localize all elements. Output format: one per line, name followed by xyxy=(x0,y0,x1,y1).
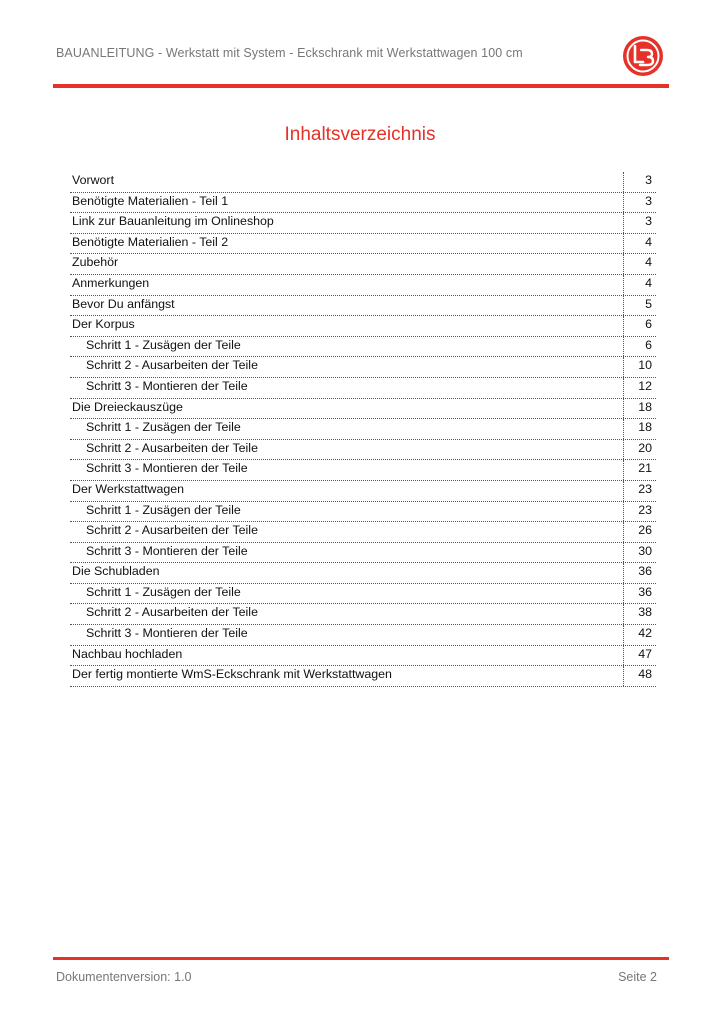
toc-entry-page: 3 xyxy=(645,214,652,229)
toc-entry-separator xyxy=(623,440,624,460)
toc-entry-page: 36 xyxy=(638,584,652,599)
toc-entry-label: Schritt 1 - Zusägen der Teile xyxy=(86,584,241,599)
toc-entry-label: Schritt 1 - Zusägen der Teile xyxy=(86,420,241,435)
toc-entry-page: 10 xyxy=(638,358,652,373)
toc-entry-separator xyxy=(623,316,624,336)
toc-entry-label: Schritt 2 - Ausarbeiten der Teile xyxy=(86,440,258,455)
toc-entry-separator xyxy=(623,584,624,604)
toc-entry-page: 4 xyxy=(645,275,652,290)
toc-entry-label: Benötigte Materialien - Teil 1 xyxy=(72,193,229,208)
toc-entry[interactable] xyxy=(70,254,656,275)
toc-entry-separator xyxy=(623,625,624,645)
toc-entry-separator xyxy=(623,563,624,583)
toc-entry-label: Der fertig montierte WmS-Eckschrank mit Werkstattwagen xyxy=(72,667,392,682)
toc-entry-page: 6 xyxy=(645,337,652,352)
toc-entry-separator xyxy=(623,419,624,439)
toc-entry-label: Schritt 2 - Ausarbeiten der Teile xyxy=(86,358,258,373)
toc-entry-label: Link zur Bauanleitung im Onlineshop xyxy=(72,214,274,229)
toc-entry-page: 36 xyxy=(638,564,652,579)
toc-entry-page: 48 xyxy=(638,667,652,682)
toc-entry-separator xyxy=(623,254,624,274)
document-version: Dokumentenversion: 1.0 xyxy=(56,970,192,984)
footer-rule xyxy=(53,957,669,960)
toc-entry-label: Schritt 3 - Montieren der Teile xyxy=(86,461,248,476)
toc-entry-label: Schritt 2 - Ausarbeiten der Teile xyxy=(86,523,258,538)
toc-entry[interactable] xyxy=(70,296,656,317)
toc-entry-page: 18 xyxy=(638,399,652,414)
toc-entry-page: 3 xyxy=(645,193,652,208)
toc-entry[interactable] xyxy=(70,666,656,687)
toc-entry-separator xyxy=(623,357,624,377)
toc-entry-separator xyxy=(623,604,624,624)
toc-entry-label: Die Dreieckauszüge xyxy=(72,399,183,414)
toc-entry-page: 42 xyxy=(638,626,652,641)
toc-entry-separator xyxy=(623,460,624,480)
toc-entry-page: 23 xyxy=(638,502,652,517)
toc-entry-label: Schritt 1 - Zusägen der Teile xyxy=(86,337,241,352)
toc-entry-label: Bevor Du anfängst xyxy=(72,296,175,311)
table-of-contents xyxy=(70,172,656,687)
toc-entry-label: Schritt 1 - Zusägen der Teile xyxy=(86,502,241,517)
toc-entry[interactable] xyxy=(70,234,656,255)
document-header-title: BAUANLEITUNG - Werkstatt mit System - Eckschrank mit Werkstattwagen 100 cm xyxy=(56,46,523,60)
header-rule xyxy=(53,84,669,88)
toc-entry-page: 20 xyxy=(638,440,652,455)
toc-entry-page: 38 xyxy=(638,605,652,620)
toc-entry-label: Schritt 3 - Montieren der Teile xyxy=(86,543,248,558)
toc-entry-separator xyxy=(623,481,624,501)
toc-entry-label: Vorwort xyxy=(72,173,115,187)
toc-entry-separator xyxy=(623,234,624,254)
toc-entry-separator xyxy=(623,522,624,542)
toc-entry-page: 18 xyxy=(638,420,652,435)
toc-entry-separator xyxy=(623,666,624,686)
toc-entry-page: 4 xyxy=(645,255,652,270)
toc-entry-label: Nachbau hochladen xyxy=(72,646,183,661)
toc-entry-page: 30 xyxy=(638,543,652,558)
toc-entry-label: Schritt 2 - Ausarbeiten der Teile xyxy=(86,605,258,620)
toc-entry-page: 21 xyxy=(638,461,652,476)
toc-entry-separator xyxy=(623,646,624,666)
toc-title: Inhaltsverzeichnis xyxy=(284,124,436,145)
toc-entry-page: 6 xyxy=(645,317,652,332)
toc-entry-separator xyxy=(623,172,624,192)
toc-entry-separator xyxy=(623,502,624,522)
toc-entry-label: Anmerkungen xyxy=(72,275,150,290)
toc-entry-page: 5 xyxy=(645,296,652,311)
toc-entry-page: 4 xyxy=(645,234,652,249)
toc-entry-separator xyxy=(623,275,624,295)
page-number: Seite 2 xyxy=(618,970,657,984)
toc-entry-label: Der Werkstattwagen xyxy=(72,481,185,496)
toc-entry-label: Zubehör xyxy=(72,255,119,270)
toc-entry-separator xyxy=(623,337,624,357)
toc-entry-separator xyxy=(623,378,624,398)
toc-entry-label: Der Korpus xyxy=(72,317,135,332)
toc-entry-page: 3 xyxy=(645,173,652,187)
toc-entry-page: 47 xyxy=(638,646,652,661)
toc-entry-label: Schritt 3 - Montieren der Teile xyxy=(86,626,248,641)
toc-entry-label: Benötigte Materialien - Teil 2 xyxy=(72,234,229,249)
toc-entry-separator xyxy=(623,193,624,213)
brand-logo xyxy=(621,34,665,78)
toc-entry-label: Schritt 3 - Montieren der Teile xyxy=(86,378,248,393)
toc-entry-page: 26 xyxy=(638,523,652,538)
toc-entry-page: 23 xyxy=(638,481,652,496)
toc-entry-label: Die Schubladen xyxy=(72,564,160,579)
toc-entry-separator xyxy=(623,543,624,563)
toc-entry-separator xyxy=(623,213,624,233)
toc-entry-separator xyxy=(623,296,624,316)
toc-entry-separator xyxy=(623,399,624,419)
toc-entry-page: 12 xyxy=(638,378,652,393)
